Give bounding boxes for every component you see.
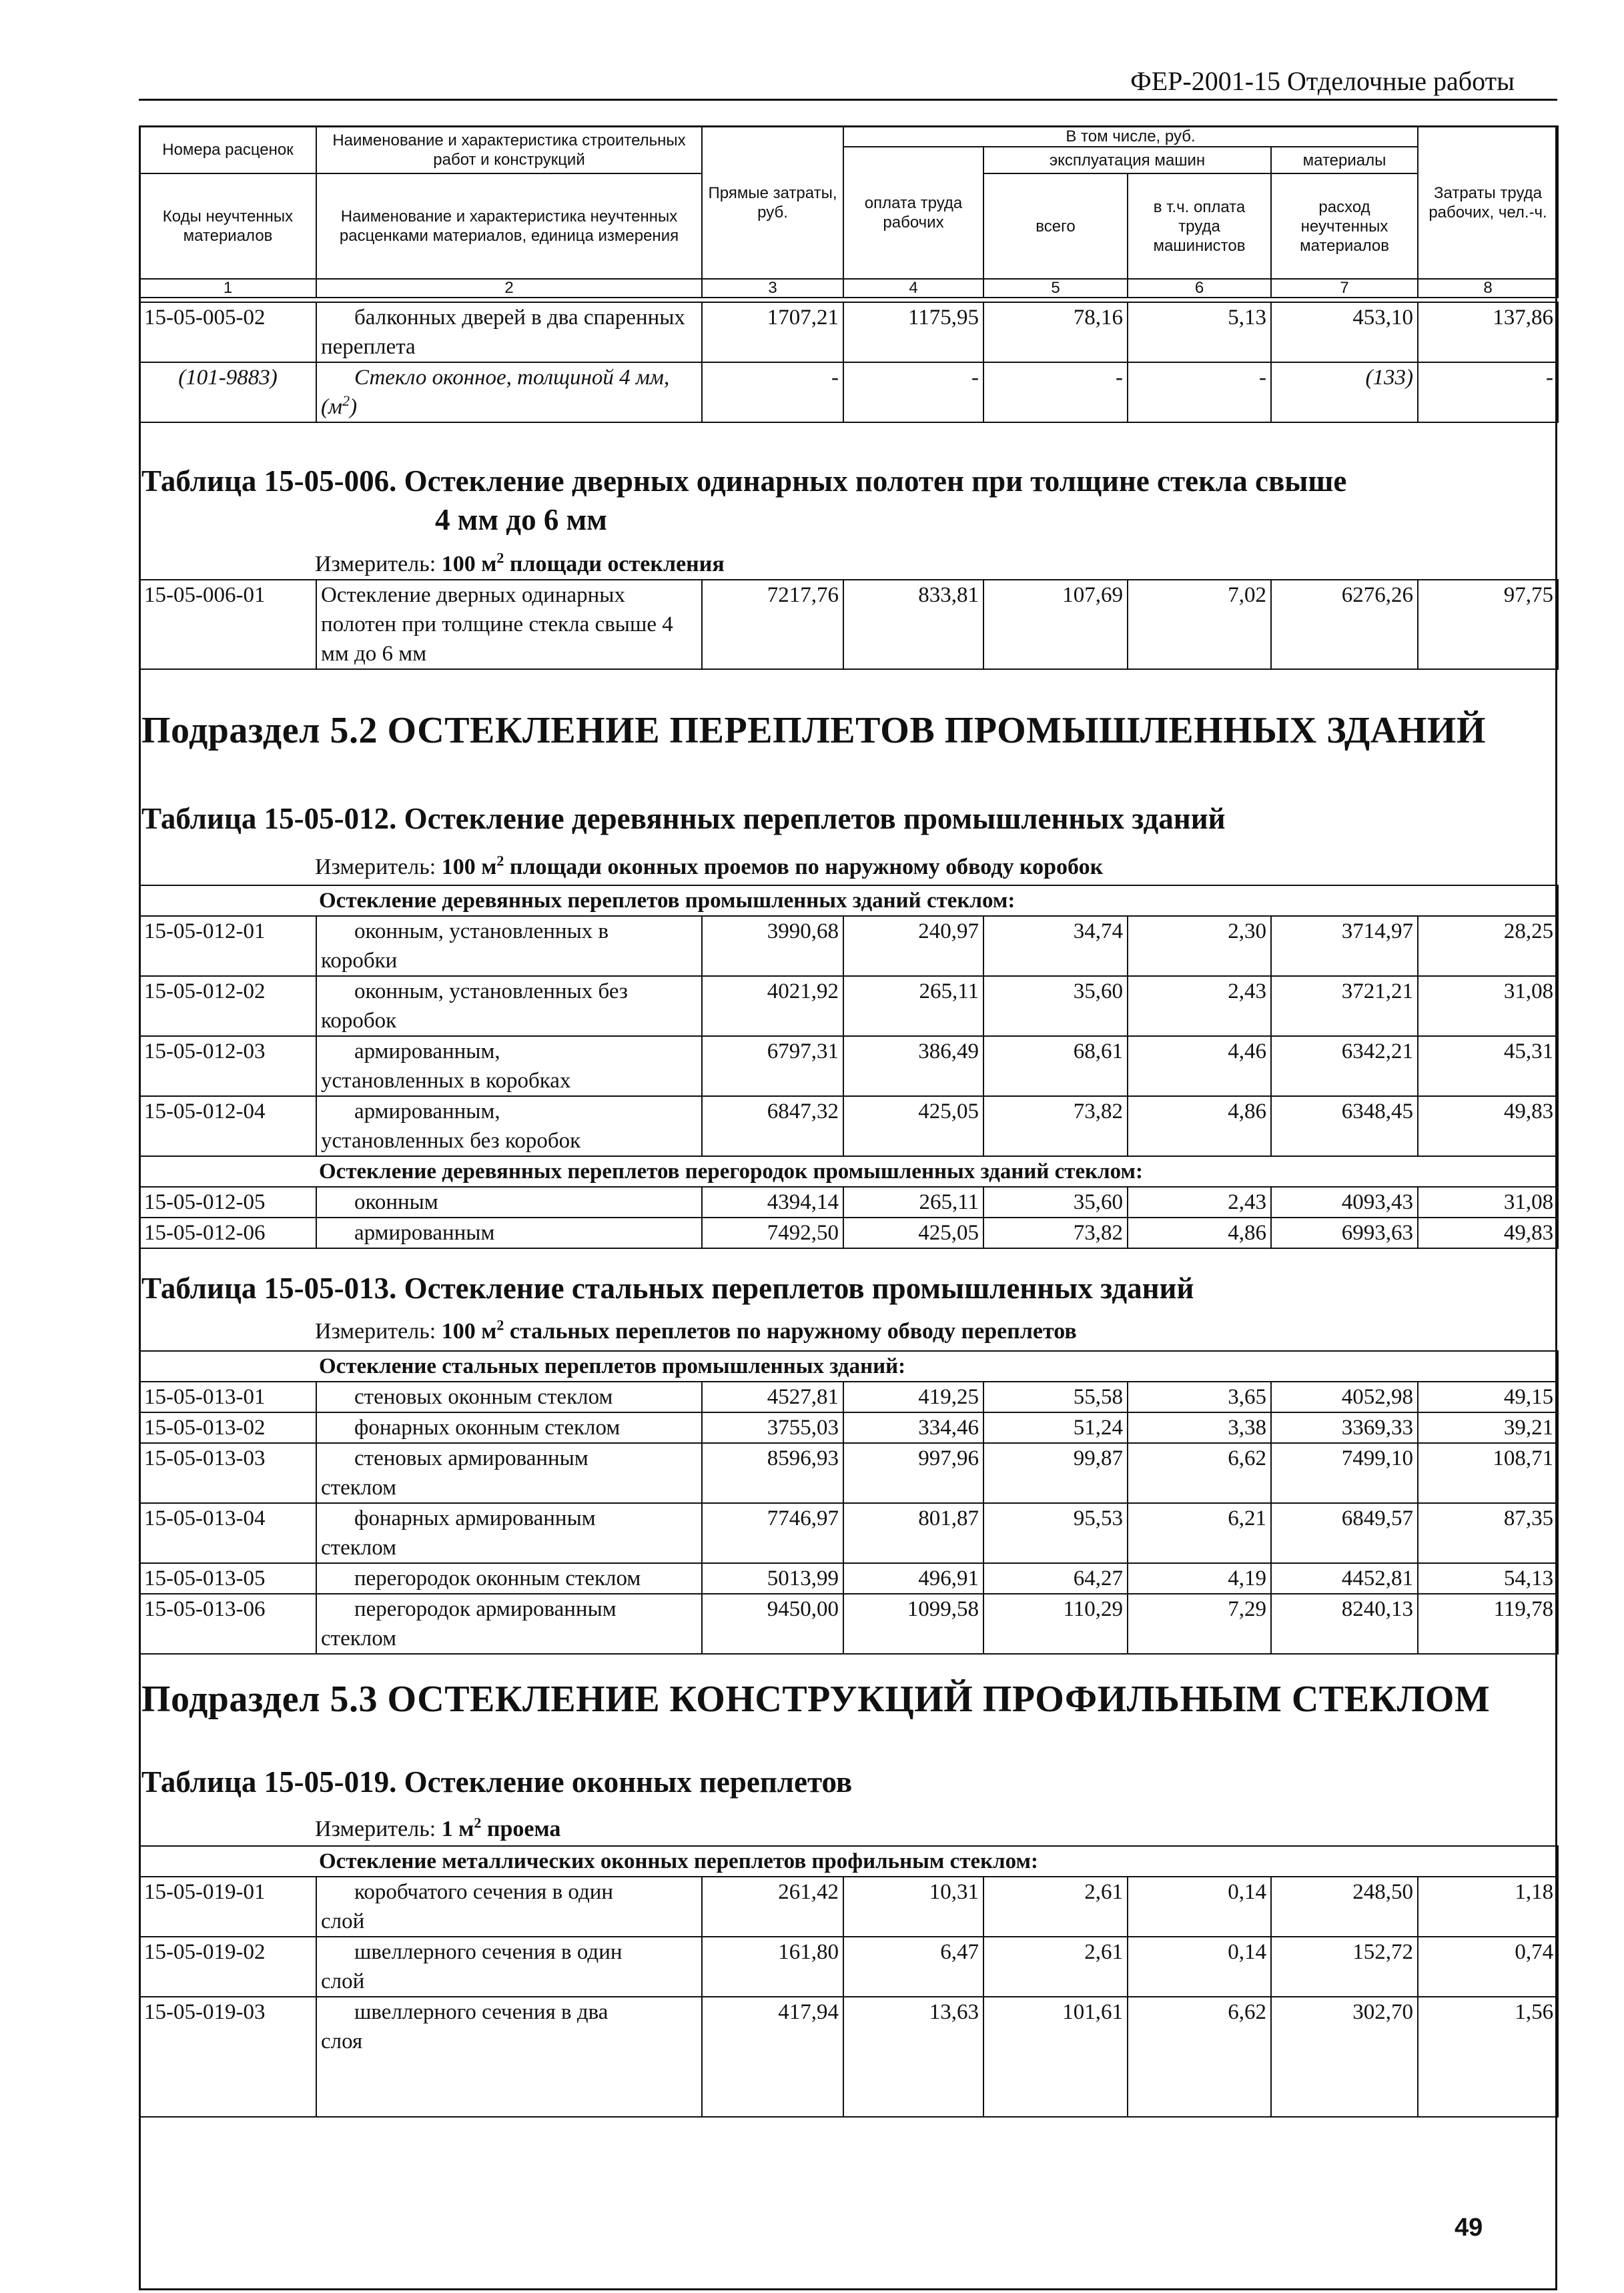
value-machinists: - xyxy=(1128,362,1271,422)
material-code: (101-9883) xyxy=(139,362,316,422)
value-machinists: 5,13 xyxy=(1128,302,1271,362)
table-title-019: Таблица 15-05-019. Остекление оконных переплетов xyxy=(141,1765,853,1799)
value-labor-hours: 49,15 xyxy=(1418,1382,1558,1412)
value-labor: 6,47 xyxy=(843,1937,983,1997)
value-machines: 107,69 xyxy=(983,580,1128,669)
value-labor: 265,11 xyxy=(843,1187,983,1218)
value-materials: 3721,21 xyxy=(1271,976,1418,1036)
value-direct: 9450,00 xyxy=(702,1594,843,1654)
value-machines: 95,53 xyxy=(983,1503,1128,1563)
table-row xyxy=(139,1412,1558,1443)
table-row xyxy=(139,302,1558,362)
value-machinists: 3,38 xyxy=(1128,1412,1271,1443)
value-labor-hours: 45,31 xyxy=(1418,1036,1558,1096)
table-row xyxy=(139,1594,1558,1654)
table-row xyxy=(139,976,1558,1036)
value-labor-hours: 108,71 xyxy=(1418,1443,1558,1503)
value-labor: 334,46 xyxy=(843,1412,983,1443)
value-labor-hours: 49,83 xyxy=(1418,1096,1558,1156)
value-labor-hours: 39,21 xyxy=(1418,1412,1558,1443)
value-materials: 152,72 xyxy=(1271,1937,1418,1997)
table-row xyxy=(139,1503,1558,1563)
table-row xyxy=(139,580,1558,669)
value-materials: 453,10 xyxy=(1271,302,1418,362)
rate-code: 15-05-012-01 xyxy=(139,916,316,976)
value-direct: 7217,76 xyxy=(702,580,843,669)
table-row xyxy=(139,1443,1558,1503)
rate-code: 15-05-013-04 xyxy=(139,1503,316,1563)
value-machines: 2,61 xyxy=(983,1877,1128,1937)
work-name: перегородок армированным стеклом xyxy=(316,1594,702,1654)
table-row xyxy=(139,1877,1558,1937)
value-direct: 3990,68 xyxy=(702,916,843,976)
value-labor-hours: 1,18 xyxy=(1418,1877,1558,1937)
rate-code: 15-05-012-06 xyxy=(139,1218,316,1248)
work-name: швеллерного сечения в один слой xyxy=(316,1937,702,1997)
header-col2-bottom: Наименование и характеристика неучтенных расценками материалов, единица измерения xyxy=(316,173,702,279)
value-labor: 419,25 xyxy=(843,1382,983,1412)
value-machines: 64,27 xyxy=(983,1563,1128,1594)
work-name xyxy=(316,302,702,362)
value-machinists: 4,19 xyxy=(1128,1563,1271,1594)
value-labor: 13,63 xyxy=(843,1997,983,2117)
value-materials: 4052,98 xyxy=(1271,1382,1418,1412)
group-heading: Остекление деревянных переплетов промышленных зданий стеклом: xyxy=(139,885,1558,916)
value-machines: 2,61 xyxy=(983,1937,1128,1997)
value-machines: 34,74 xyxy=(983,916,1128,976)
value-labor-hours: 137,86 xyxy=(1418,302,1558,362)
running-head: ФЕР-2001-15 Отделочные работы xyxy=(1130,66,1515,96)
meter-006: Измеритель: 100 $м^2$ площади остекления xyxy=(315,549,725,576)
rate-code: 15-05-013-05 xyxy=(139,1563,316,1594)
header-col5: всего xyxy=(983,173,1128,279)
header-col8: Затраты труда рабочих, чел.-ч. xyxy=(1418,126,1558,279)
value-labor: 997,96 xyxy=(843,1443,983,1503)
value-machines: 73,82 xyxy=(983,1096,1128,1156)
value-machines: 110,29 xyxy=(983,1594,1128,1654)
rate-code: 15-05-005-02 xyxy=(139,302,316,362)
value-machinists: 4,46 xyxy=(1128,1036,1271,1096)
work-name: армированным, установленных в коробках xyxy=(316,1036,702,1096)
value-labor: 833,81 xyxy=(843,580,983,669)
value-machines: 68,61 xyxy=(983,1036,1128,1096)
value-direct: 5013,99 xyxy=(702,1563,843,1594)
value-machinists: 6,21 xyxy=(1128,1503,1271,1563)
header-col2-top: Наименование и характеристика строительных работ и конструкций xyxy=(316,126,702,173)
value-direct: 417,94 xyxy=(702,1997,843,2117)
header-col3: Прямые затраты, руб. xyxy=(702,126,843,279)
work-name: армированным xyxy=(316,1218,702,1248)
value-machinists: 6,62 xyxy=(1128,1997,1271,2117)
header-col7: расход неучтенных материалов xyxy=(1271,173,1418,279)
value-labor-hours: 31,08 xyxy=(1418,1187,1558,1218)
continuation-table xyxy=(139,302,1559,423)
value-direct: 3755,03 xyxy=(702,1412,843,1443)
work-name: фонарных армированным стеклом xyxy=(316,1503,702,1563)
value-machines: 101,61 xyxy=(983,1997,1128,2117)
table-row xyxy=(139,1997,1558,2117)
work-name: оконным, установленных без коробок xyxy=(316,976,702,1036)
rate-code: 15-05-019-02 xyxy=(139,1937,316,1997)
table-row xyxy=(139,1096,1558,1156)
header-number: 4 xyxy=(843,279,983,298)
value-materials: 8240,13 xyxy=(1271,1594,1418,1654)
table-title-013: Таблица 15-05-013. Остекление стальных переплетов промышленных зданий xyxy=(141,1272,1194,1305)
value-machines: 99,87 xyxy=(983,1443,1128,1503)
value-labor-hours: 0,74 xyxy=(1418,1937,1558,1997)
value-machinists: 2,30 xyxy=(1128,916,1271,976)
value-labor: 1099,58 xyxy=(843,1594,983,1654)
value-direct: 1707,21 xyxy=(702,302,843,362)
rate-code: 15-05-012-04 xyxy=(139,1096,316,1156)
value-labor: 801,87 xyxy=(843,1503,983,1563)
meter-012: Измеритель: 100 $м^2$ площади оконных проемов по наружному обводу коробок xyxy=(315,852,1104,879)
value-machines: 55,58 xyxy=(983,1382,1128,1412)
value-direct: 8596,93 xyxy=(702,1443,843,1503)
value-labor-hours: - xyxy=(1418,362,1558,422)
value-labor: 240,97 xyxy=(843,916,983,976)
header-machines: эксплуатация машин xyxy=(983,147,1271,173)
header-rule xyxy=(139,99,1557,101)
value-labor: 386,49 xyxy=(843,1036,983,1096)
value-machinists: 0,14 xyxy=(1128,1937,1271,1997)
table-row xyxy=(139,916,1558,976)
value-materials: 6849,57 xyxy=(1271,1503,1418,1563)
value-machines: 35,60 xyxy=(983,1187,1128,1218)
value-machines: 51,24 xyxy=(983,1412,1128,1443)
value-machinists: 2,43 xyxy=(1128,976,1271,1036)
work-name: стеновых армированным стеклом xyxy=(316,1443,702,1503)
value-materials: 4452,81 xyxy=(1271,1563,1418,1594)
header-number: 2 xyxy=(316,279,702,298)
rate-code: 15-05-013-02 xyxy=(139,1412,316,1443)
value-materials: (133) xyxy=(1271,362,1418,422)
rate-code: 15-05-012-02 xyxy=(139,976,316,1036)
value-machinists: 7,29 xyxy=(1128,1594,1271,1654)
value-labor: 1175,95 xyxy=(843,302,983,362)
table-row xyxy=(139,1937,1558,1997)
work-name: оконным, установленных в коробки xyxy=(316,916,702,976)
value-materials: 3369,33 xyxy=(1271,1412,1418,1443)
value-materials: 248,50 xyxy=(1271,1877,1418,1937)
work-name: швеллерного сечения в два слоя xyxy=(316,1997,702,2117)
table-row xyxy=(139,1218,1558,1248)
value-machines: - xyxy=(983,362,1128,422)
value-labor: 265,11 xyxy=(843,976,983,1036)
header-number: 7 xyxy=(1271,279,1418,298)
value-materials: 6348,45 xyxy=(1271,1096,1418,1156)
table-row xyxy=(139,1036,1558,1096)
value-labor: 496,91 xyxy=(843,1563,983,1594)
work-name: армированным, установленных без коробок xyxy=(316,1096,702,1156)
value-labor: 425,05 xyxy=(843,1218,983,1248)
column-header xyxy=(139,125,1559,298)
value-machinists: 2,43 xyxy=(1128,1187,1271,1218)
value-machinists: 0,14 xyxy=(1128,1877,1271,1937)
header-number: 1 xyxy=(139,279,316,298)
value-direct: 7746,97 xyxy=(702,1503,843,1563)
value-labor: - xyxy=(843,362,983,422)
work-name: оконным xyxy=(316,1187,702,1218)
work-name: перегородок оконным стеклом xyxy=(316,1563,702,1594)
table-006 xyxy=(139,579,1559,670)
value-labor-hours: 1,56 xyxy=(1418,1997,1558,2117)
rate-code: 15-05-013-01 xyxy=(139,1382,316,1412)
value-materials: 4093,43 xyxy=(1271,1187,1418,1218)
value-direct: 261,42 xyxy=(702,1877,843,1937)
work-name: стеновых оконным стеклом xyxy=(316,1382,702,1412)
header-number: 5 xyxy=(983,279,1128,298)
table-row xyxy=(139,1187,1558,1218)
material-name: Стекло оконное, толщиной 4 мм, $(м^2)$ xyxy=(316,362,702,422)
rate-code: 15-05-006-01 xyxy=(139,580,316,669)
subsection-title-5-3: Подраздел 5.3 ОСТЕКЛЕНИЕ КОНСТРУКЦИЙ ПРОФИЛЬНЫМ СТЕКЛОМ xyxy=(141,1679,1491,1720)
work-name-text: балконных дверей в два спаренных переплета xyxy=(321,306,685,359)
value-direct: 161,80 xyxy=(702,1937,843,1997)
value-labor-hours: 119,78 xyxy=(1418,1594,1558,1654)
value-labor-hours: 54,13 xyxy=(1418,1563,1558,1594)
value-labor-hours: 87,35 xyxy=(1418,1503,1558,1563)
value-machines: 78,16 xyxy=(983,302,1128,362)
rate-code: 15-05-013-06 xyxy=(139,1594,316,1654)
header-number: 3 xyxy=(702,279,843,298)
header-incl: В том числе, руб. xyxy=(843,126,1418,147)
header-col6: в т.ч. оплата труда машинистов xyxy=(1128,173,1271,279)
table-019 xyxy=(139,1845,1559,2118)
value-labor-hours: 28,25 xyxy=(1418,916,1558,976)
value-labor: 10,31 xyxy=(843,1877,983,1937)
value-materials: 7499,10 xyxy=(1271,1443,1418,1503)
table-title-006: Таблица 15-05-006. Остекление дверных одинарных полотен при толщине стекла свыше 4 мм до 6 мм xyxy=(141,464,1347,536)
value-materials: 6993,63 xyxy=(1271,1218,1418,1248)
table-row xyxy=(139,362,1558,422)
meter-019: Измеритель: 1 $м^2$ проема xyxy=(315,1814,561,1841)
value-machinists: 6,62 xyxy=(1128,1443,1271,1503)
page-number: 49 xyxy=(1455,2214,1483,2242)
value-machinists: 3,65 xyxy=(1128,1382,1271,1412)
table-row xyxy=(139,1563,1558,1594)
group-heading: Остекление стальных переплетов промышленных зданий: xyxy=(139,1351,1558,1382)
rate-code: 15-05-012-03 xyxy=(139,1036,316,1096)
rate-code: 15-05-012-05 xyxy=(139,1187,316,1218)
group-heading: Остекление деревянных переплетов перегородок промышленных зданий стеклом: xyxy=(139,1156,1558,1187)
group-heading: Остекление металлических оконных переплетов профильным стеклом: xyxy=(139,1846,1558,1877)
value-machinists: 4,86 xyxy=(1128,1218,1271,1248)
value-labor-hours: 49,83 xyxy=(1418,1218,1558,1248)
work-name: Остекление дверных одинарных полотен при толщине стекла свыше 4 мм до 6 мм xyxy=(316,580,702,669)
value-direct: 4021,92 xyxy=(702,976,843,1036)
header-number: 6 xyxy=(1128,279,1271,298)
value-materials: 3714,97 xyxy=(1271,916,1418,976)
value-labor: 425,05 xyxy=(843,1096,983,1156)
table-013 xyxy=(139,1350,1559,1655)
rate-code: 15-05-019-03 xyxy=(139,1997,316,2117)
value-materials: 302,70 xyxy=(1271,1997,1418,2117)
header-materials: материалы xyxy=(1271,147,1418,173)
rate-code: 15-05-019-01 xyxy=(139,1877,316,1937)
work-name: фонарных оконным стеклом xyxy=(316,1412,702,1443)
table-012 xyxy=(139,885,1559,1249)
header-number: 8 xyxy=(1418,279,1558,298)
value-direct: 7492,50 xyxy=(702,1218,843,1248)
value-machinists: 7,02 xyxy=(1128,580,1271,669)
value-materials: 6342,21 xyxy=(1271,1036,1418,1096)
header-col1-bottom: Коды неучтенных материалов xyxy=(139,173,316,279)
value-machinists: 4,86 xyxy=(1128,1096,1271,1156)
value-labor-hours: 97,75 xyxy=(1418,580,1558,669)
value-direct: - xyxy=(702,362,843,422)
value-direct: 4394,14 xyxy=(702,1187,843,1218)
value-direct: 6847,32 xyxy=(702,1096,843,1156)
value-machines: 73,82 xyxy=(983,1218,1128,1248)
value-direct: 6797,31 xyxy=(702,1036,843,1096)
subsection-title-5-2: Подраздел 5.2 ОСТЕКЛЕНИЕ ПЕРЕПЛЕТОВ ПРОМЫШЛЕННЫХ ЗДАНИЙ xyxy=(141,710,1486,751)
value-labor-hours: 31,08 xyxy=(1418,976,1558,1036)
value-machines: 35,60 xyxy=(983,976,1128,1036)
value-materials: 6276,26 xyxy=(1271,580,1418,669)
value-direct: 4527,81 xyxy=(702,1382,843,1412)
header-col4: оплата труда рабочих xyxy=(843,147,983,279)
rate-code: 15-05-013-03 xyxy=(139,1443,316,1503)
table-title-012: Таблица 15-05-012. Остекление деревянных переплетов промышленных зданий xyxy=(141,802,1226,835)
meter-013: Измеритель: 100 $м^2$ стальных переплетов по наружному обводу переплетов xyxy=(315,1316,1077,1344)
table-row xyxy=(139,1382,1558,1412)
work-name: коробчатого сечения в один слой xyxy=(316,1877,702,1937)
header-col1-top: Номера расценок xyxy=(139,126,316,173)
